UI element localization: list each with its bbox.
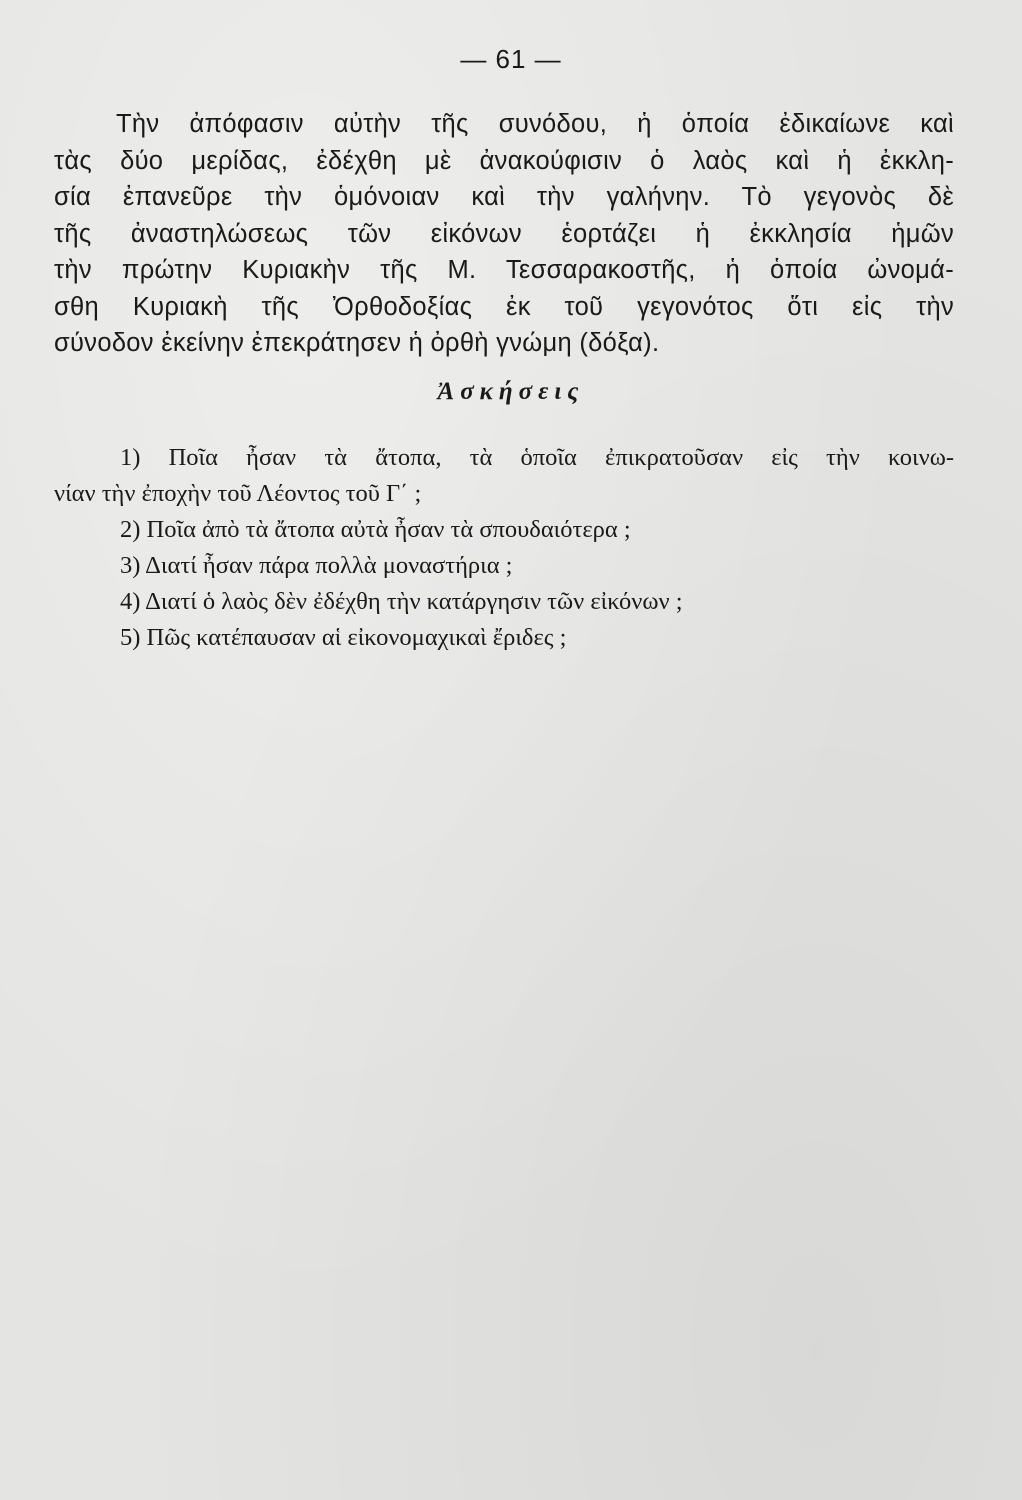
main-paragraph (54, 106, 954, 362)
paragraph-line: σθη Κυριακὴ τῆς Ὀρθοδοξίας ἐκ τοῦ γεγονότος ὅτι εἰς τὴν (54, 292, 954, 321)
paragraph-line: Τὴν ἀπόφασιν αὐτὴν τῆς συνόδου, ἡ ὁποία ἐδικαίωνε καὶ (116, 110, 954, 138)
paragraph-line: τὰς δύο μερίδας, ἐδέχθη μὲ ἀνακούφισιν ὁ λαὸς καὶ ἡ ἐκκλη- (54, 146, 954, 175)
exercise-item-1: 1) Ποῖα ἦσαν τὰ ἄτοπα, τὰ ὁποῖα ἐπικρατοῦσαν εἰς τὴν κοινω- (120, 444, 954, 471)
paragraph-line: τῆς ἀναστηλώσεως τῶν εἰκόνων ἑορτάζει ἡ ἐκκλησία ἡμῶν (54, 219, 954, 248)
exercise-item-4: 4) Διατί ὁ λαὸς δὲν ἐδέχθη τὴν κατάργησιν τῶν εἰκόνων ; (120, 588, 683, 615)
exercise-item-5: 5) Πῶς κατέπαυσαν αἱ εἰκονομαχικαὶ ἔριδες ; (120, 624, 567, 651)
exercises-heading: Ἀσκήσεις (437, 378, 585, 405)
exercise-item-2: 2) Ποῖα ἀπὸ τὰ ἄτοπα αὐτὰ ἦσαν τὰ σπουδαιότερα ; (120, 516, 631, 543)
exercise-item-3: 3) Διατί ἦσαν πάρα πολλὰ μοναστήρια ; (120, 552, 513, 579)
paragraph-line: σύνοδον ἐκείνην ἐπεκράτησεν ἡ ὀρθὴ γνώμη (δόξα). (54, 329, 660, 357)
exercise-item-1-continued: νίαν τὴν ἐποχὴν τοῦ Λέοντος τοῦ Γ΄ ; (54, 480, 422, 507)
page-number: — 61 — (460, 44, 562, 74)
paragraph-line: σία ἐπανεῦρε τὴν ὁμόνοιαν καὶ τὴν γαλήνην. Τὸ γεγονὸς δὲ (54, 183, 954, 211)
exercises-list (54, 440, 954, 656)
paragraph-line: τὴν πρώτην Κυριακὴν τῆς Μ. Τεσσαρακοστῆς, ἡ ὁποία ὠνομά- (54, 256, 954, 284)
